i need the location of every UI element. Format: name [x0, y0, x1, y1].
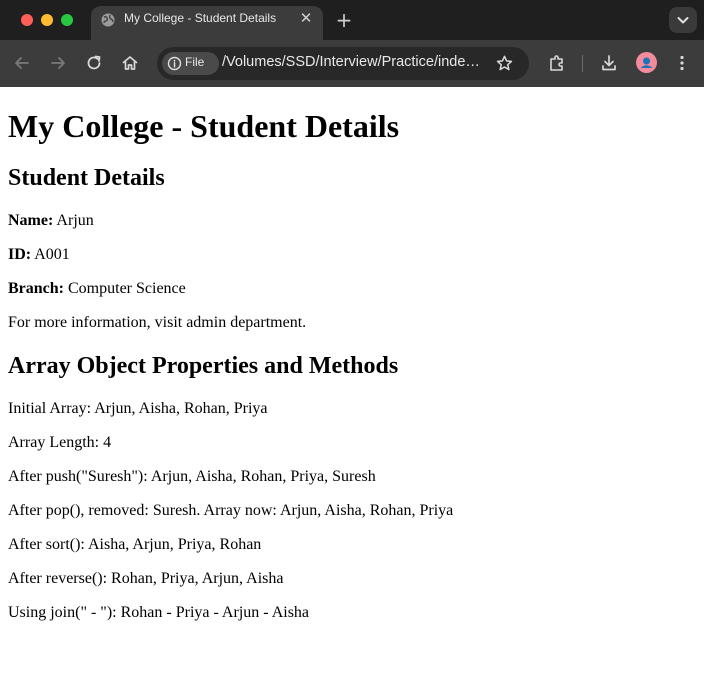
name-label: Name: [8, 212, 54, 229]
tab-active[interactable] [91, 6, 323, 40]
student-branch-line [8, 280, 696, 298]
array-section-heading: Array Object Properties and Methods [8, 353, 399, 379]
student-details-heading: Student Details [8, 165, 165, 191]
download-icon[interactable] [599, 53, 619, 73]
extensions-icon[interactable] [547, 53, 567, 73]
star-icon[interactable] [495, 54, 514, 73]
name-value: Arjun [53, 212, 94, 229]
site-info-chip[interactable] [162, 52, 219, 75]
id-value: A001 [31, 246, 70, 263]
array-line-push: After push("Suresh"): Arjun, Aisha, Rohan, Priya, Suresh [8, 468, 376, 485]
tab-search-button[interactable] [669, 7, 697, 33]
student-name-line [8, 212, 696, 230]
page-title: My College - Student Details [8, 108, 400, 144]
page-content [0, 87, 704, 697]
branch-label: Branch: [8, 280, 64, 297]
reload-icon[interactable] [84, 53, 104, 73]
url-text[interactable]: /Volumes/SSD/Interview/Practice/inde… [222, 54, 480, 70]
zoom-window-button[interactable] [61, 14, 73, 26]
student-id-line [8, 246, 696, 264]
more-vert-icon[interactable] [672, 53, 692, 73]
array-line-join: Using join(" - "): Rohan - Priya - Arjun - Aisha [8, 604, 310, 621]
array-line-pop: After pop(), removed: Suresh. Array now: Arjun, Aisha, Rohan, Priya [8, 502, 454, 519]
avatar[interactable] [636, 52, 657, 73]
array-line-reverse: After reverse(): Rohan, Priya, Arjun, Aisha [8, 570, 284, 587]
info-icon [167, 56, 182, 71]
array-line-initial: Initial Array: Arjun, Aisha, Rohan, Priya [8, 400, 268, 417]
globe-icon [101, 13, 115, 27]
browser-toolbar [0, 40, 704, 87]
forward-icon[interactable] [48, 53, 68, 73]
back-icon[interactable] [12, 53, 32, 73]
minimize-window-button[interactable] [41, 14, 53, 26]
profile-icon [636, 52, 657, 73]
new-tab-button[interactable]: + [335, 8, 353, 32]
address-bar[interactable] [157, 47, 529, 80]
close-window-button[interactable] [21, 14, 33, 26]
array-line-sort: After sort(): Aisha, Arjun, Priya, Rohan [8, 536, 262, 553]
info-text: For more information, visit admin department. [8, 314, 307, 331]
toolbar-divider [582, 55, 583, 72]
array-line-length: Array Length: 4 [8, 434, 112, 451]
close-tab-icon[interactable]: ✕ [299, 9, 313, 27]
tab-bar [0, 0, 704, 40]
home-icon[interactable] [120, 53, 140, 73]
id-label: ID: [8, 246, 32, 263]
tab-title: My College - Student Details [124, 11, 277, 25]
chevron-down-icon [669, 7, 697, 33]
site-info-label: File [185, 55, 205, 69]
branch-value: Computer Science [64, 280, 186, 297]
